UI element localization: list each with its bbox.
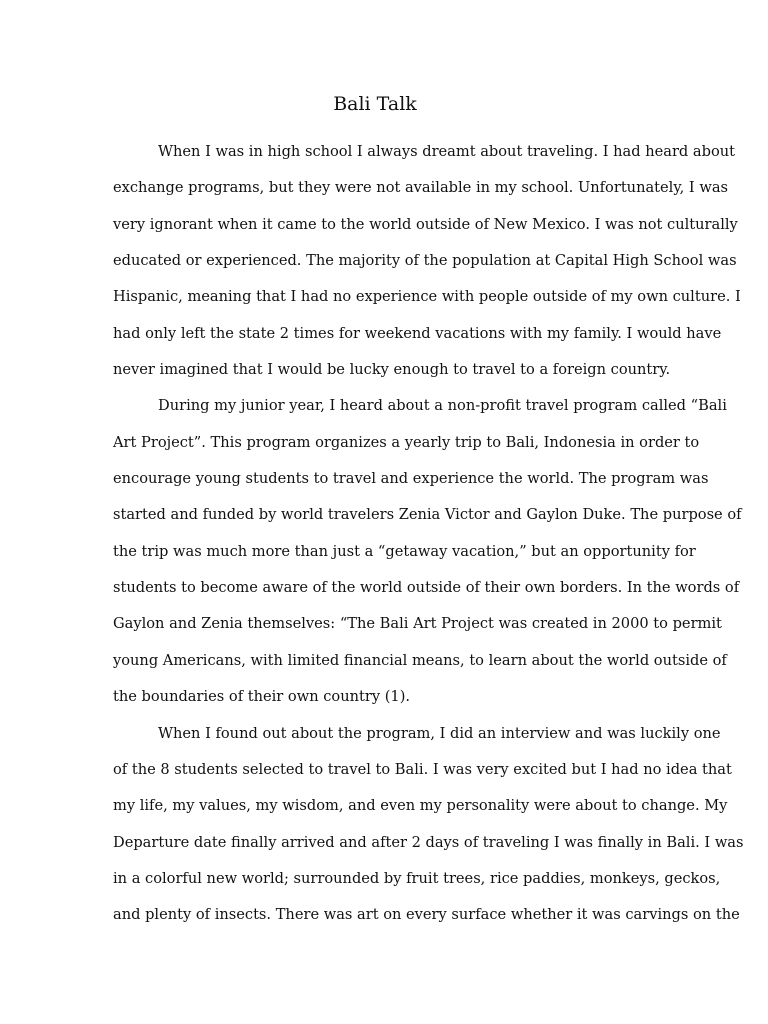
text-line: in a colorful new world; surrounded by fruit trees, rice paddies, monkeys, geckos, xyxy=(113,869,721,887)
text-line: Hispanic, meaning that I had no experience with people outside of my own culture. I xyxy=(113,288,741,306)
text-line: exchange programs, but they were not available in my school. Unfortunately, I was xyxy=(113,179,729,197)
text-line: and plenty of insects. There was art on every surface whether it was carvings on the xyxy=(113,906,740,924)
text-line: the boundaries of their own country (1). xyxy=(113,688,411,706)
document-title: Bali Talk xyxy=(333,93,417,115)
text-line: When I was in high school I always dreamt about traveling. I had heard about xyxy=(158,143,736,160)
text-line: educated or experienced. The majority of the population at Capital High School was xyxy=(113,252,737,270)
text-line: my life, my values, my wisdom, and even my personality were about to change. My xyxy=(113,797,728,815)
paragraph-3 xyxy=(113,720,744,938)
text-line: students to become aware of the world outside of their own borders. In the words of xyxy=(113,579,740,597)
text-line: During my junior year, I heard about a non-profit travel program called “Bali xyxy=(158,397,727,415)
text-line: encourage young students to travel and experience the world. The program was xyxy=(113,470,709,488)
paragraph-2 xyxy=(113,392,742,719)
text-line: the trip was much more than just a “getaway vacation,” but an opportunity for xyxy=(113,542,696,560)
text-line: had only left the state 2 times for weekend vacations with my family. I would have xyxy=(113,324,722,342)
text-line: started and funded by world travelers Zenia Victor and Gaylon Duke. The purpose of xyxy=(113,506,742,524)
text-line: very ignorant when it came to the world outside of New Mexico. I was not culturally xyxy=(113,215,738,233)
text-line: Departure date finally arrived and after 2 days of traveling I was finally in Bali. I was xyxy=(113,833,744,851)
document-body xyxy=(113,138,744,938)
paragraph-1 xyxy=(113,138,741,392)
text-line: young Americans, with limited financial means, to learn about the world outside of xyxy=(113,651,727,669)
text-line: Gaylon and Zenia themselves: “The Bali Art Project was created in 2000 to permit xyxy=(113,615,722,633)
text-line: When I found out about the program, I did an interview and was luckily one xyxy=(158,724,721,742)
text-line: Art Project”. This program organizes a yearly trip to Bali, Indonesia in order to xyxy=(113,433,700,451)
text-line: of the 8 students selected to travel to Bali. I was very excited but I had no idea that xyxy=(113,760,732,778)
text-line: never imagined that I would be lucky enough to travel to a foreign country. xyxy=(113,361,671,379)
